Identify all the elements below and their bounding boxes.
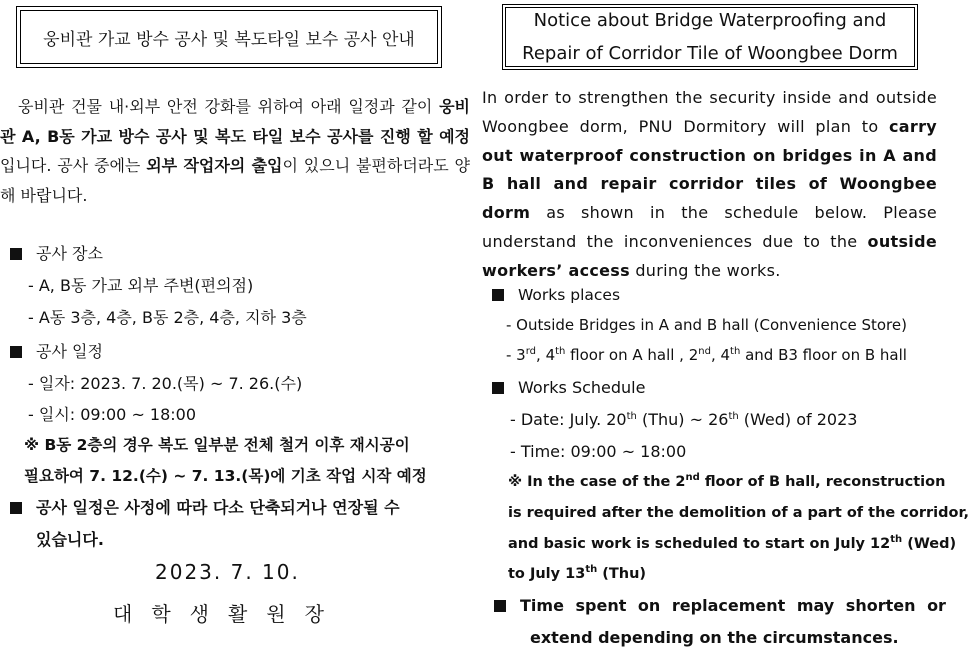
intro-text: In order to strengthen the security inside and outside Woongbee dorm, PNU Dormitory will plan to	[482, 88, 937, 136]
section-heading-delay	[10, 495, 400, 518]
delay-text: 공사 일정은 사정에 따라 다소 단축되거나 연장될 수	[36, 498, 400, 517]
place-item: - A, B동 가교 외부 주변(편의점)	[28, 276, 254, 295]
schedule-date: - Date: July. 20th (Thu) ~ 26th (Wed) of 2023	[510, 410, 858, 429]
intro-bold: outside workers’ access	[482, 231, 937, 280]
place-item: - A동 3층, 4층, B동 2층, 4층, 지하 3층	[28, 308, 307, 327]
note-line: ※ In the case of the 2nd floor of B hall, reconstruction	[508, 472, 946, 490]
intro-text: as shown in the schedule below. Please understand the inconveniences due to the	[482, 203, 937, 251]
square-bullet-icon	[10, 346, 22, 358]
intro-text: 입니다. 공사 중에는	[0, 156, 147, 175]
square-bullet-icon	[494, 600, 506, 612]
schedule-time: - Time: 09:00 ~ 18:00	[510, 442, 687, 461]
square-bullet-icon	[10, 502, 22, 514]
square-bullet-icon	[10, 248, 22, 260]
intro-bold: carry out waterproof construction on bridges in A and B hall and repair corridor tiles of Woongbee dorm	[482, 116, 937, 223]
intro-bold: 외부 작업자의 출입	[146, 156, 283, 175]
english-title-box	[502, 4, 918, 70]
section-title: Works places	[518, 286, 621, 304]
note-line: ※ B동 2층의 경우 복도 일부분 전체 철거 이후 재시공이	[24, 436, 410, 454]
intro-text: 웅비관 건물 내·외부 안전 강화를 위하여 아래 일정과 같이	[18, 97, 440, 116]
works-places-heading	[492, 286, 620, 304]
note-line: 필요하여 7. 12.(수) ~ 7. 13.(목)에 기초 작업 시작 예정	[24, 467, 427, 485]
delay-text: 있습니다.	[36, 530, 104, 549]
note-line: and basic work is scheduled to start on July 12th (Wed)	[508, 534, 957, 552]
english-title	[505, 7, 915, 67]
place-item: - Outside Bridges in A and B hall (Convenience Store)	[506, 316, 907, 334]
korean-title: 웅비관 가교 방수 공사 및 복도타일 보수 공사 안내	[20, 10, 438, 64]
note-line: to July 13th (Thu)	[508, 564, 647, 582]
final-note-text: Time spent on replacement may shorten or	[520, 596, 946, 615]
section-heading-place	[10, 241, 103, 264]
section-title: 공사 장소	[36, 244, 103, 263]
notice-date: 2023. 7. 10.	[155, 560, 300, 584]
korean-title-box	[16, 6, 442, 68]
section-heading-schedule	[10, 339, 103, 362]
title-line: Repair of Corridor Tile of Woongbee Dorm	[522, 43, 898, 64]
title-line: Notice about Bridge Waterproofing and	[533, 10, 887, 31]
note-line: is required after the demolition of a part of the corridor,	[508, 505, 969, 521]
section-title: Works Schedule	[518, 378, 646, 397]
works-schedule-heading	[492, 378, 645, 397]
intro-text: 이 있으니 불편하더라도 양해 바랍니다.	[0, 156, 470, 205]
intro-text: during the works.	[629, 260, 781, 280]
square-bullet-icon	[492, 289, 504, 301]
square-bullet-icon	[492, 382, 504, 394]
final-note	[494, 596, 946, 615]
section-title: 공사 일정	[36, 342, 103, 361]
schedule-item: - 일자: 2023. 7. 20.(목) ~ 7. 26.(수)	[28, 374, 303, 393]
place-item: - 3rd, 4th floor on A hall , 2nd, 4th and B3 floor on B hall	[506, 346, 907, 364]
korean-intro-paragraph	[0, 92, 470, 210]
signature: 대학생활원장	[113, 602, 343, 626]
final-note-text: extend depending on the circumstances.	[530, 628, 899, 647]
english-intro-paragraph	[482, 84, 937, 286]
schedule-item: - 일시: 09:00 ~ 18:00	[28, 405, 197, 424]
intro-bold: 웅비관 A, B동 가교 방수 공사 및 복도 타일 보수 공사를 진행 할 예정	[0, 97, 470, 146]
